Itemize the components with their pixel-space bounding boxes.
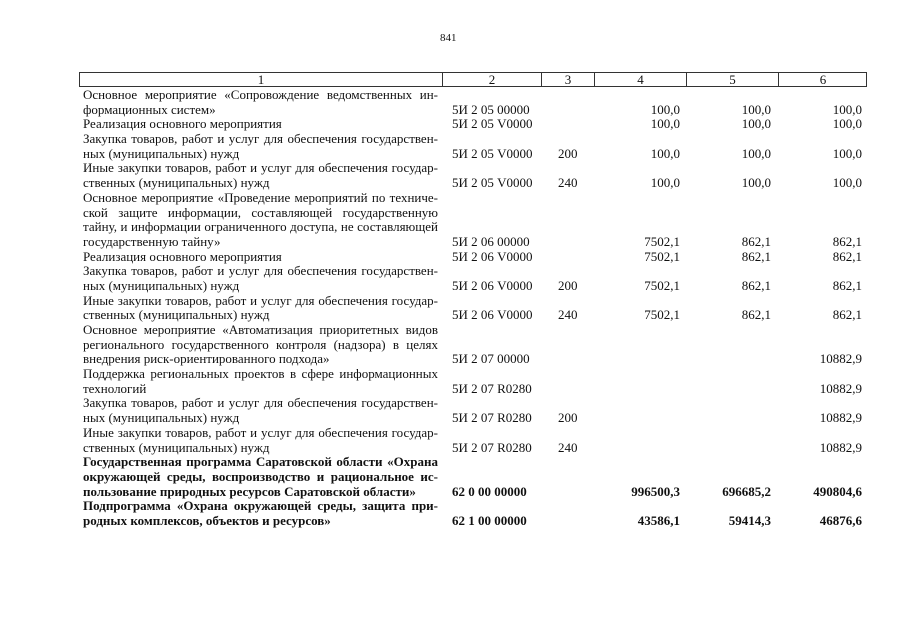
- table-row: [0, 455, 905, 499]
- row-value-col4: 100,0: [650, 116, 680, 132]
- row-value-col5: 862,1: [741, 277, 771, 293]
- table-header-row: [79, 72, 867, 87]
- description-line: Реализация основного мероприятия: [83, 248, 282, 264]
- row-description: [83, 323, 438, 367]
- row-value-col4: 100,0: [650, 145, 680, 161]
- description-line: пользование природных ресурсов Саратовской области»: [83, 483, 416, 499]
- row-value-col5: 862,1: [741, 307, 771, 323]
- row-expense-type: 200: [558, 145, 578, 161]
- description-line: государственную тайну»: [83, 233, 221, 249]
- row-value-col6: 862,1: [832, 248, 862, 264]
- description-line: тайну, и информации ограниченного доступа, не составляющей: [83, 219, 438, 235]
- table-row: [0, 323, 905, 367]
- row-value-col5: 100,0: [741, 145, 771, 161]
- description-line: окружающей среды, воспроизводство и рациональное ис-: [83, 468, 438, 484]
- description-line: Закупка товаров, работ и услуг для обеспечения государствен-: [83, 263, 438, 279]
- row-code: 5И 2 05 V0000: [452, 116, 533, 132]
- row-code: 5И 2 06 V0000: [452, 277, 533, 293]
- table-row: [0, 264, 905, 293]
- row-value-col6: 10882,9: [819, 439, 862, 455]
- table-row: [0, 88, 905, 117]
- row-description: [83, 161, 438, 190]
- row-description: [83, 132, 438, 161]
- row-code: 5И 2 07 R0280: [452, 380, 532, 396]
- description-line: внедрения риск-ориентированного подхода»: [83, 351, 330, 367]
- description-line: Основное мероприятие «Сопровождение ведомственных ин-: [83, 87, 438, 102]
- row-value-col6: 100,0: [832, 145, 862, 161]
- row-code: 5И 2 07 R0280: [452, 410, 532, 426]
- description-line: формационных систем»: [83, 101, 216, 117]
- table-row: [0, 499, 905, 528]
- row-value-col5: 100,0: [741, 101, 771, 117]
- row-code: 5И 2 05 V0000: [452, 145, 533, 161]
- header-col-5: 5: [686, 73, 778, 86]
- row-value-col6: 490804,6: [813, 483, 862, 499]
- row-description: [83, 294, 438, 323]
- description-line: ных (муниципальных) нужд: [83, 410, 240, 426]
- description-line: родных комплексов, объектов и ресурсов»: [83, 512, 331, 528]
- row-description: [83, 367, 438, 396]
- row-description: [83, 250, 438, 265]
- row-value-col6: 862,1: [832, 307, 862, 323]
- table-row: [0, 117, 905, 132]
- row-expense-type: 240: [558, 307, 578, 323]
- row-value-col4: 996500,3: [631, 483, 680, 499]
- header-col-6: 6: [778, 73, 867, 86]
- description-line: Иные закупки товаров, работ и услуг для обеспечения государ-: [83, 292, 438, 308]
- row-value-col4: 100,0: [650, 101, 680, 117]
- row-value-col5: 862,1: [741, 233, 771, 249]
- description-line: Иные закупки товаров, работ и услуг для обеспечения государ-: [83, 160, 438, 176]
- row-code: 5И 2 06 V0000: [452, 248, 533, 264]
- row-value-col6: 100,0: [832, 101, 862, 117]
- table-row: [0, 191, 905, 250]
- row-expense-type: 240: [558, 439, 578, 455]
- row-value-col6: 10882,9: [819, 351, 862, 367]
- row-expense-type: 240: [558, 175, 578, 191]
- row-description: [83, 396, 438, 425]
- description-line: Основное мероприятие «Автоматизация приоритетных видов: [83, 322, 438, 337]
- row-value-col6: 862,1: [832, 233, 862, 249]
- row-value-col5: 59414,3: [728, 512, 771, 528]
- table-row: [0, 132, 905, 161]
- row-code: 5И 2 06 00000: [452, 233, 530, 249]
- description-line: Государственная программа Саратовской области «Охрана: [83, 454, 438, 470]
- header-col-1: 1: [257, 72, 265, 87]
- description-line: технологий: [83, 380, 147, 396]
- description-line: Иные закупки товаров, работ и услуг для обеспечения государ-: [83, 424, 438, 440]
- page-number: 841: [440, 32, 457, 44]
- row-code: 62 1 00 00000: [452, 512, 527, 528]
- row-value-col4: 100,0: [650, 175, 680, 191]
- row-value-col6: 10882,9: [819, 380, 862, 396]
- row-code: 62 0 00 00000: [452, 483, 527, 499]
- description-line: Подпрограмма «Охрана окружающей среды, защита при-: [83, 498, 438, 514]
- table-body: [0, 88, 905, 529]
- table-row: [0, 250, 905, 265]
- table-row: [0, 294, 905, 323]
- row-value-col6: 862,1: [832, 277, 862, 293]
- row-value-col6: 10882,9: [819, 410, 862, 426]
- row-code: 5И 2 05 V0000: [452, 175, 533, 191]
- row-code: 5И 2 07 R0280: [452, 439, 532, 455]
- description-line: Закупка товаров, работ и услуг для обеспечения государствен-: [83, 131, 438, 147]
- description-line: Поддержка региональных проектов в сфере информационных: [83, 366, 438, 382]
- description-line: ской защите информации, составляющей государственную: [83, 204, 438, 220]
- row-value-col5: 696685,2: [722, 483, 771, 499]
- description-line: Основное мероприятие «Проведение мероприятий по техниче-: [83, 189, 438, 205]
- row-value-col5: 100,0: [741, 116, 771, 132]
- header-col-2: 2: [442, 73, 541, 86]
- row-value-col4: 7502,1: [644, 277, 680, 293]
- description-line: ных (муниципальных) нужд: [83, 145, 240, 161]
- row-code: 5И 2 05 00000: [452, 101, 530, 117]
- table-row: [0, 367, 905, 396]
- row-description: [83, 455, 438, 499]
- row-description: [83, 117, 438, 132]
- table-row: [0, 161, 905, 190]
- row-description: [83, 264, 438, 293]
- table-row: [0, 396, 905, 425]
- row-value-col6: 100,0: [832, 175, 862, 191]
- description-line: Закупка товаров, работ и услуг для обеспечения государствен-: [83, 395, 438, 411]
- description-line: ственных (муниципальных) нужд: [83, 307, 270, 323]
- row-value-col4: 7502,1: [644, 248, 680, 264]
- row-code: 5И 2 06 V0000: [452, 307, 533, 323]
- row-expense-type: 200: [558, 277, 578, 293]
- description-line: ственных (муниципальных) нужд: [83, 175, 270, 191]
- description-line: Реализация основного мероприятия: [83, 116, 282, 132]
- description-line: ных (муниципальных) нужд: [83, 277, 240, 293]
- header-col-4: 4: [594, 73, 686, 86]
- table-row: [0, 426, 905, 455]
- header-col-3: 3: [541, 73, 594, 86]
- row-description: [83, 191, 438, 250]
- row-value-col4: 7502,1: [644, 233, 680, 249]
- description-line: ственных (муниципальных) нужд: [83, 439, 270, 455]
- row-description: [83, 88, 438, 117]
- row-expense-type: 200: [558, 410, 578, 426]
- row-description: [83, 499, 438, 528]
- row-description: [83, 426, 438, 455]
- row-value-col4: 7502,1: [644, 307, 680, 323]
- row-code: 5И 2 07 00000: [452, 351, 530, 367]
- row-value-col4: 43586,1: [637, 512, 680, 528]
- row-value-col6: 46876,6: [819, 512, 862, 528]
- row-value-col5: 100,0: [741, 175, 771, 191]
- row-value-col5: 862,1: [741, 248, 771, 264]
- description-line: регионального государственного контроля (надзора) в целях: [83, 336, 438, 352]
- row-value-col6: 100,0: [832, 116, 862, 132]
